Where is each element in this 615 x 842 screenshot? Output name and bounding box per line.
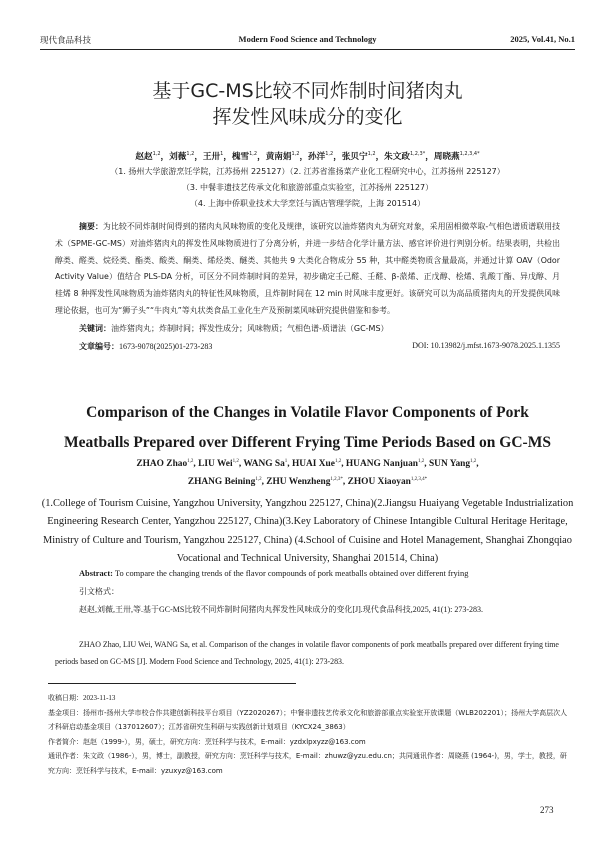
author-separator: ,	[341, 459, 346, 469]
article-number	[79, 341, 560, 352]
footnote-author-bio	[48, 735, 573, 750]
author-separator: ,	[238, 459, 244, 469]
footnote-value: 扬州市-扬州大学市校合作共建创新科技平台项目（YZ2020267）；中餐非遗技艺传承文化和旅游部重点实验室开放课题（WLB202201）；扬州大学高层次人才科研启动基金项目（137012607）；江苏省研究生科研与实践创新计划项目（KYCX24_3863）	[48, 708, 568, 732]
author-affiliation-marker: 1,2	[255, 477, 262, 482]
author-affiliation-marker: 1,2	[418, 459, 425, 464]
author-separator: ，	[160, 152, 170, 162]
author-affiliation-marker: 1,2,3,4*	[459, 151, 480, 157]
abstract-en-label: Abstract:	[79, 569, 113, 578]
doi[interactable]: DOI: 10.13982/j.mfst.1673-9078.2025.1.1355	[412, 341, 560, 350]
author-name: 刘薇	[169, 152, 187, 162]
author-separator: ,	[476, 459, 479, 469]
keywords-cn	[79, 323, 560, 334]
author-name: WANG Sa	[243, 459, 285, 469]
abstract-cn-text: 为比较不同炸制时间得到的猪肉丸风味物质的变化及规律，该研究以油炸猪肉丸为研究对象，采用固相微萃取-气相色谱质谱联用技术（SPME-GC-MS）对油炸猪肉丸的挥发性风味物质进行了分离分析，并进一步结合化学计量方法、感官评价进行判别分析。结果表明，共检出醇类、醛类、烷烃类、酯类、酸类、酮类、烯烃类、醚类、其他共 9 大类化合物成分 55 种，其中醛类物质含量最高，并通过计算 OAV（Odor Activity Value）值结合 PLS-DA 分析，可区分不同炸制时间的差异，初步确定壬己醛、壬醛、β-蒎烯、正戊醇、桧烯、乳酸丁酯、异戊醇、月桂烯 8 种挥发性风味物质为油炸猪肉丸的特征性风味物质，且炸制时间在 12 min 时风味丰度更好。该研究可以为高品质猪肉丸的开发提供风味理论依据，也可为“狮子头”“牛肉丸”等丸状类食品工业化生产及预制菜风味研究提供借鉴和参考。	[55, 222, 560, 315]
author-name: ZHANG Beining	[187, 477, 256, 487]
journal-name-cn: 现代食品科技	[40, 36, 92, 46]
footnote-received	[48, 691, 573, 706]
title-en	[30, 398, 585, 458]
affiliation-cn: （4. 上海中侨职业技术大学烹饪与酒店管理学院，上海 201514）	[189, 199, 426, 208]
keywords-text: 油炸猪肉丸；炸制时间；挥发性成分；风味物质；气相色谱-质谱法（GC-MS）	[111, 324, 389, 333]
abstract-en	[79, 569, 565, 578]
abstract-cn	[55, 219, 560, 320]
article-number-value: 1673-9078(2025)01-273-283	[119, 342, 213, 351]
footnote-label: 作者简介：	[48, 737, 83, 746]
author-separator: ,	[193, 459, 199, 469]
author-name: 张贝宁	[341, 152, 368, 162]
issue-info: 2025, Vol.41, No.1	[510, 34, 575, 44]
title-en-line: Meatballs Prepared over Different Frying Time Periods Based on GC-MS	[64, 434, 551, 451]
author-separator: ，	[194, 152, 203, 162]
title-cn-line: 基于GC-MS比较不同炸制时间猪肉丸	[152, 80, 463, 102]
author-name: HUANG Nanjuan	[345, 459, 419, 469]
author-separator: ，	[333, 152, 342, 162]
author-separator: ,	[261, 477, 267, 487]
authors-cn	[40, 150, 575, 162]
author-affiliation-marker: 1	[220, 151, 224, 157]
author-separator: ，	[375, 152, 385, 162]
author-affiliation-marker: 1	[284, 459, 288, 464]
footnote-rule	[48, 683, 296, 684]
author-name: 黄南娟	[265, 152, 292, 162]
citation-en: ZHAO Zhao, LIU Wei, WANG Sa, et al. Comparison of the changes in volatile flavor components of pork meatballs prepared over different frying time periods based on GC-MS [J]. Modern Food Science and Technology, 2025, 41(1): 273-283.	[55, 640, 559, 666]
author-name: 槐雪	[231, 152, 250, 162]
affiliations-en: (1.College of Tourism Cuisine, Yangzhou University, Yangzhou 225127, China)(2.Jiangsu Huaiyang Vegetable Industrialization Engineering Research Center, Yangzhou 225127, China)(3.Key Laboratory of Chinese Intangible Cultural Heritage Heritage, Ministry of Culture and Tourism, Yangzhou 225127, China) (4.School of Cuisine and Hotel Management, Shanghai Zhongqiao Vocational and Technical University, Shanghai 201514, China)	[41, 498, 574, 565]
footnote-funding	[48, 706, 573, 735]
author-affiliation-marker: 1,2	[325, 151, 334, 157]
author-affiliation-marker: 1,2	[470, 459, 477, 464]
title-cn-line: 挥发性风味成分的变化	[212, 106, 403, 128]
author-affiliation-marker: 1,2,3*	[409, 151, 426, 157]
author-name: 周晓燕	[433, 152, 460, 162]
author-name: 赵赵	[135, 152, 153, 162]
authors-en	[40, 455, 575, 491]
author-name: HUAI Xue	[291, 459, 335, 469]
author-name: LIU Wei	[198, 459, 233, 469]
author-name: 孙洋	[308, 152, 326, 162]
keywords-label: 关键词：	[79, 324, 111, 333]
running-header	[40, 34, 575, 48]
author-name: 朱文政	[384, 152, 410, 162]
author-affiliation-marker: 1,2	[186, 151, 195, 157]
author-separator: ,	[287, 459, 292, 469]
article-number-label: 文章编号：	[79, 342, 119, 351]
author-name: SUN Yang	[428, 459, 471, 469]
author-affiliation-marker: 1,2	[249, 151, 258, 157]
author-affiliation-marker: 1,2	[334, 459, 342, 464]
footnote-label: 收稿日期：	[48, 694, 83, 702]
page-number: 273	[540, 805, 554, 815]
author-separator: ，	[299, 152, 309, 162]
author-name: 王卅	[202, 152, 221, 162]
author-affiliation-marker: 1,2	[291, 151, 300, 157]
affiliation-cn: （1. 扬州大学旅游烹饪学院，江苏扬州 225127）（2. 江苏省淮扬菜产业化工程研究中心，江苏扬州 225127）	[110, 167, 505, 176]
author-affiliation-marker: 1,2	[187, 459, 194, 464]
footnote-value: 2023-11-13	[83, 694, 116, 702]
author-name: ZHU Wenzheng	[266, 477, 331, 487]
author-separator: ,	[424, 459, 429, 469]
header-rule	[40, 49, 575, 50]
abstract-en-text: To compare the changing trends of the flavor compounds of pork meatballs obtained over different frying	[114, 569, 469, 578]
footnote-label: 通讯作者：	[48, 752, 83, 761]
author-separator: ,	[342, 477, 348, 487]
title-en-line: Comparison of the Changes in Volatile Flavor Components of Pork	[86, 404, 529, 421]
author-affiliation-marker: 1,2	[367, 151, 376, 157]
footnotes	[48, 691, 573, 779]
author-affiliation-marker: 1,2	[232, 459, 239, 464]
citation-label: 引文格式：	[79, 587, 119, 596]
affiliation-cn: （3. 中餐非遗技艺传承文化和旅游部重点实验室，江苏扬州 225127）	[181, 183, 434, 192]
abstract-cn-label: 摘要：	[79, 222, 103, 231]
author-affiliation-marker: 1,2	[152, 151, 161, 157]
citation-cn: 赵赵,刘薇,王卅,等.基于GC-MS比较不同炸制时间猪肉丸挥发性风味成分的变化[J].现代食品科技,2025, 41(1): 273-283.	[79, 605, 483, 614]
footnote-value: 朱文政（1986-），男，博士，副教授，研究方向：烹饪科学与技术，E-mail：zhuwz@yzu.edu.cn；共同通讯作者：周晓燕 (1964-)，男，学士，教授，研究方向：烹饪科学与技术，E-mail：yzuxyz@163.com	[48, 752, 567, 775]
footnote-corresponding	[48, 749, 573, 778]
footnote-label: 基金项目：	[48, 708, 83, 717]
author-affiliation-marker: 1,2,3*	[330, 477, 343, 482]
author-name: ZHOU Xiaoyan	[347, 477, 411, 487]
footnote-value: 赵赵（1999-），男，硕士，研究方向：烹饪科学与技术，E-mail：yzdxlpxyzz@163.com	[83, 737, 366, 746]
title-cn	[40, 78, 575, 130]
author-separator: ，	[223, 152, 232, 162]
journal-name-en: Modern Food Science and Technology	[238, 34, 377, 44]
author-separator: ，	[425, 152, 434, 162]
author-separator: ，	[257, 152, 266, 162]
author-name: ZHAO Zhao	[136, 459, 188, 469]
author-affiliation-marker: 1,2,3,4*	[410, 477, 428, 482]
